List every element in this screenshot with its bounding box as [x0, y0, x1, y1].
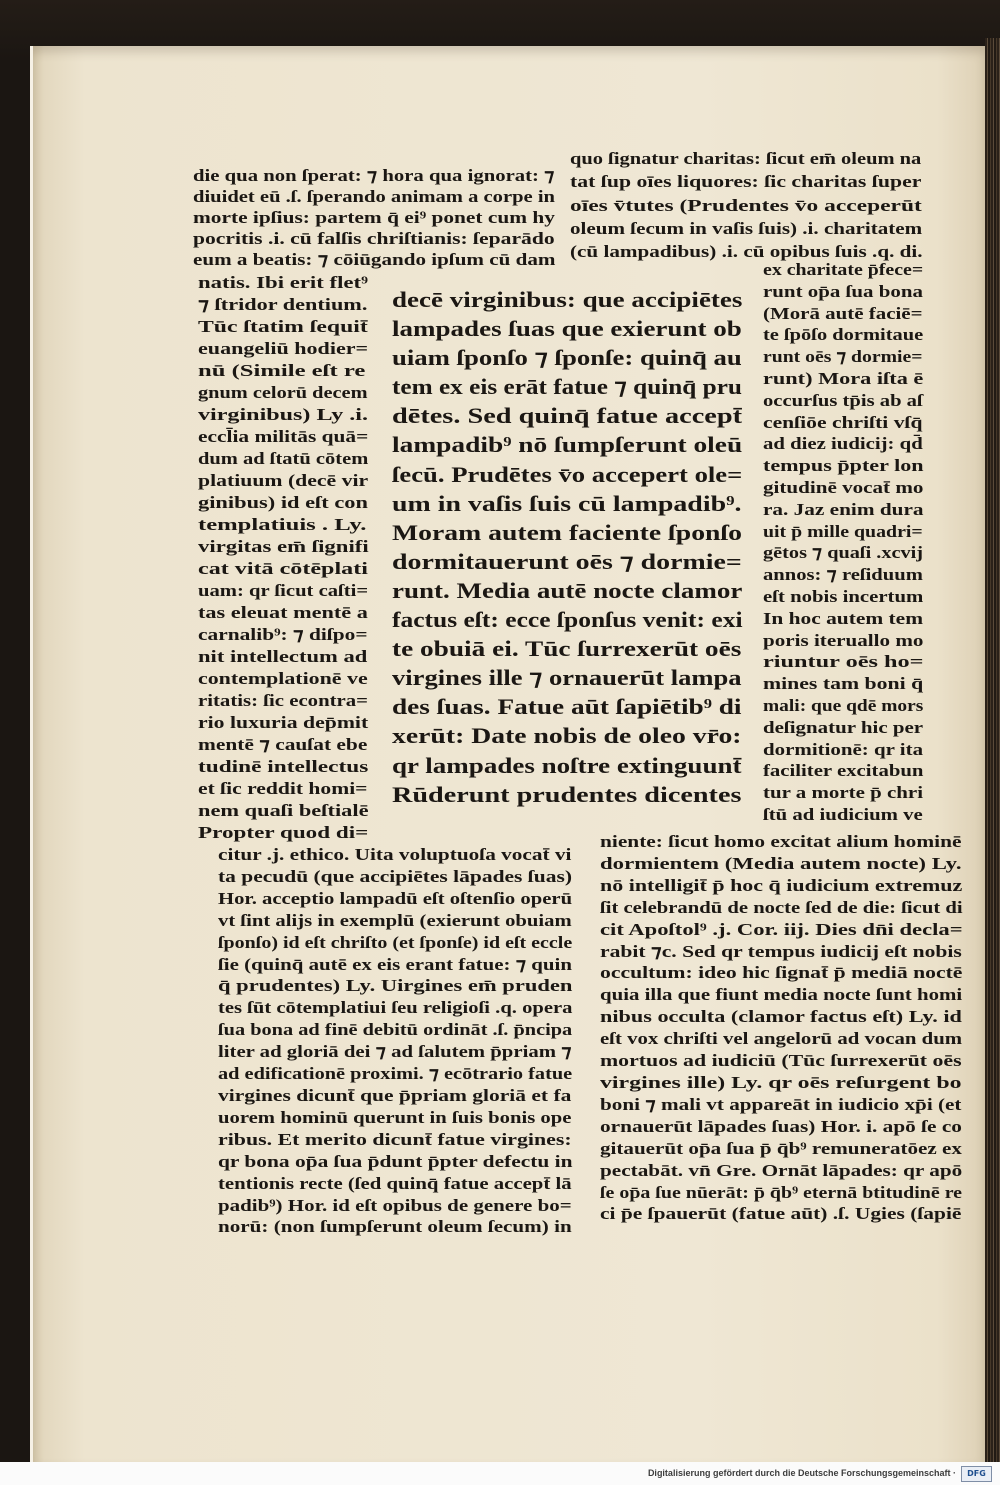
text-line: (Morā autē faciē= [763, 303, 923, 323]
text-line: ribus. Et merito dicunt̄ fatue virgines: [218, 1129, 572, 1149]
text-line: occurſus tp̄is ab aſ [763, 390, 923, 410]
text-line: Tūc ſtatim ſequit̄ [198, 317, 368, 336]
dfg-logo[interactable]: DFG [961, 1466, 992, 1482]
text-line: faciliter excitabun [763, 761, 924, 781]
text-line: ad edificationē proximi. ⁊ ecōtrario fatue [218, 1064, 573, 1084]
text-line: runt op̄a ſua bona [763, 281, 923, 301]
text-line: cit Apoſtol⁹ .j. Cor. iij. Dies dn̄i decla= [600, 919, 963, 939]
text-line: dētes. Sed quinq̄ fatue accept̄ [392, 403, 743, 429]
gospel-text-column [392, 285, 742, 809]
text-line: tem ex eis erāt fatue ⁊ quinq̄ pru [392, 374, 742, 400]
book-page-edges [985, 38, 1000, 1462]
text-line: mentē ⁊ cauſat ebe [198, 735, 368, 754]
text-line: deſignatur hic per [763, 717, 924, 737]
text-line: uiam ſponſo ⁊ ſponſe: quinq̄ au [392, 345, 742, 371]
text-line: riuntur oēs ho= [763, 652, 924, 672]
text-line: Propter quod di= [198, 823, 369, 842]
text-line: gitudinē vocat̄ mo [763, 477, 924, 497]
text-line: tes ſūt cōtemplatiui ſeu religioſi .q. opera [218, 998, 573, 1018]
text-line: uam: qr ſicut caſti= [198, 581, 369, 600]
text-line: tur a morte p̄ chri [763, 783, 924, 803]
text-line: oīes v̄tutes (Prudentes v̄o acceperūt [570, 195, 922, 215]
text-line: boni ⁊ mali vt appareāt in iudicio xp̄i (et [600, 1094, 962, 1114]
text-line: virginibus) Ly .i. [198, 405, 369, 424]
text-line: eſt vox chriſti vel angelorū ad vocan dum [600, 1029, 963, 1049]
text-line: diuidet eū .ſ. ſperando animam a corpe in [193, 187, 556, 206]
text-line: ſua bona ad finē debitū ordināt .ſ. p̄ncipa [218, 1020, 573, 1040]
text-line: lampades ſuas que exierunt ob [392, 316, 742, 342]
text-line: ſponſo) id eſt chriſto (et ſponſe) id eſt eccle [218, 932, 573, 952]
text-line: xerūt: Date nobis de oleo vr̄o: [392, 723, 742, 749]
text-line: liter ad gloriā dei ⁊ ad ſalutem p̄priam ⁊ [218, 1042, 572, 1062]
text-line: annos: ⁊ reſiduum [763, 565, 923, 585]
text-line: tudinē intellectus [198, 757, 369, 776]
text-line: occultum: ideo hic ſignat̄ p̄ mediā noctē [600, 963, 963, 983]
text-line: vt ſint alijs in exemplū (exierunt obuiam [218, 910, 572, 930]
text-line: tempus p̄pter lon [763, 456, 924, 476]
text-line: qr bona op̄a ſua p̄dunt p̄pter defectu in [218, 1151, 573, 1171]
text-line: tas eleuat mentē a [198, 603, 368, 622]
text-line: q̄ prudentes) Ly. Uirgines em̄ pruden [218, 976, 573, 996]
text-line: padib⁹) Hor. id eſt opibus de genere bo= [218, 1195, 572, 1215]
text-line: ornauerūt lāpades ſuas) Hor. i. apō ſe co [600, 1116, 962, 1136]
text-line: gnum celorū decem [198, 383, 368, 402]
text-line: ex charitate p̄fece= [763, 260, 924, 279]
digitization-footer [0, 1462, 1000, 1485]
text-line: Hor. acceptio lampadū eſt oſtenſio operū [218, 888, 573, 908]
text-line: natis. Ibi erit flet⁹ [198, 273, 368, 292]
text-line: pectabāt. vn̄ Gre. Ornāt lāpades: qr apō [600, 1160, 963, 1180]
text-line: templatiuis . Ly. [198, 515, 367, 534]
text-line: norū: (non ſumpſerunt oleum ſecum) in [218, 1217, 572, 1237]
text-line: ſe op̄a ſue nūerāt: p̄ q̄b⁹ eternā btitudinē re [600, 1182, 963, 1202]
text-line: rabit ⁊c. Sed qr tempus iudicij eſt nobis [600, 941, 962, 961]
text-line: gitauerūt op̄a ſua p̄ q̄b⁹ remuneratōez ex [600, 1138, 962, 1158]
text-line: ſecū. Prudētes v̄o accepert ole= [392, 461, 743, 487]
text-line: factus eſt: ecce ſponſus venit: exi [392, 607, 743, 633]
text-line: Moram autem faciente ſponſo [392, 519, 743, 545]
text-line: nibus occulta (clamor factus eſt) Ly. id [600, 1007, 962, 1027]
text-line: uorem hominū querunt in ſuis bonis ope [218, 1107, 572, 1127]
text-line: tentionis recte (ſed quinq̄ fatue accept̄ lā [218, 1173, 572, 1193]
commentary-column-bottom-left [218, 844, 572, 1238]
text-line: niente: ſicut homo excitat alium hominē [600, 832, 962, 851]
commentary-column-right [763, 259, 923, 826]
text-line: uit p̄ mille quadri= [763, 521, 923, 541]
text-line: dormitionē: qr ita [763, 739, 924, 759]
text-line: lampadib⁹ nō ſumpſerunt oleū [392, 432, 743, 458]
text-line: mali: que qdē mors [763, 695, 924, 715]
text-line: contemplationē ve [198, 669, 368, 688]
text-line: et ſic reddit homi= [198, 779, 368, 798]
text-line: euangeliū hodier= [198, 339, 369, 358]
text-line: ⁊ ſtridor dentium. [198, 295, 368, 314]
text-line: virgines ille) Ly. qr oēs reſurgent bo [600, 1072, 962, 1092]
text-line: poris iteruallo mo [763, 630, 924, 650]
text-line: ra. Jaz enim dura [763, 499, 924, 519]
text-line: Rūderunt prudentes dicentes [392, 781, 742, 807]
text-line: quia illa que fiunt media nocte ſunt homi [600, 985, 963, 1005]
text-line: platiuum (decē vir [198, 471, 369, 490]
text-line: tat ſup oīes liquores: ſic charitas ſuper [570, 172, 922, 192]
text-line: ad diez iudicij: qd̄ [763, 434, 923, 454]
text-line: runt oēs ⁊ dormie= [763, 347, 923, 367]
text-line: ſtū ad iudicium ve [763, 804, 923, 824]
commentary-column-bottom-right [600, 831, 962, 1225]
text-line: morte ipſius: partem q̄ ei⁹ ponet cum hy [193, 208, 555, 227]
text-line: eum a beatis: ⁊ cōiūgando ipſum cū dam [193, 250, 556, 269]
text-line: pocritis .i. cū falſis chriſtianis: ſeparādo [193, 229, 555, 248]
text-line: runt. Media autē nocte clamor [392, 577, 743, 603]
text-line: carnalib⁹: ⁊ diſpo= [198, 625, 368, 644]
text-line: nū (Simile eſt re [198, 361, 366, 380]
text-line: nit intellectum ad [198, 647, 368, 666]
text-line: eſt nobis incertum [763, 586, 924, 606]
text-line: ſie (quinq̄ autē ex eis erant fatue: ⁊ quin [218, 954, 572, 974]
text-line: die qua non ſperat: ⁊ hora qua ignorat: ⁊ [193, 166, 555, 185]
text-line: ci p̄e ſpauerūt (fatue aūt) .ſ. Ugies (ſapiē [600, 1204, 962, 1224]
text-line: quo ſignatur charitas: ſicut em̄ oleum na [570, 149, 922, 168]
text-line: citur .j. ethico. Uita voluptuoſa vocat̄ vi [218, 845, 572, 864]
text-line: dum ad ſtatū cōtem [198, 449, 369, 468]
commentary-column-top-right [570, 147, 922, 263]
text-line: cat vitā cōtēplati [198, 559, 368, 578]
text-line: mines tam boni q̄ [763, 674, 924, 694]
text-line: virgitas em̄ ſignifi [198, 537, 369, 556]
text-line: dormitauerunt oēs ⁊ dormie= [392, 548, 742, 574]
text-line: ta pecudū (que accipiētes lāpades ſuas) [218, 866, 572, 886]
text-line: decē virginibus: que accipiētes [392, 287, 743, 312]
text-line: dormientem (Media autem nocte) Ly. [600, 853, 962, 873]
text-line: ginibus) id eſt con [198, 493, 368, 512]
text-line: runt) Mora iſta ē [763, 368, 924, 388]
text-line: eccl̄ia militās quā= [198, 427, 369, 446]
text-line: des ſuas. Fatue aūt ſapiētib⁹ di [392, 694, 742, 720]
text-line: virgines ille ⁊ ornauerūt lampa [392, 665, 742, 691]
commentary-column-top-left [193, 165, 555, 270]
commentary-column-left [198, 272, 368, 844]
text-line: rio luxuria dep̄mit [198, 713, 369, 732]
text-line: um in vaſis ſuis cū lampadib⁹. [392, 490, 742, 516]
text-line: mortuos ad iudiciū (Tūc ſurrexerūt oēs [600, 1051, 962, 1071]
text-line: cenſiōe chriſti vſq̄ [763, 412, 923, 432]
text-line: oleum ſecum in vaſis ſuis) .i. charitatem [570, 218, 923, 238]
funding-credit: Digitalisierung gefördert durch die Deutsche Forschungsgemeinschaft · [647, 1468, 956, 1478]
text-line: In hoc autem tem [763, 608, 924, 628]
text-line: (cū lampadibus) .i. cū opibus ſuis .q. di. [570, 242, 923, 262]
text-line: nem quaſi beſtialē [198, 801, 369, 820]
text-line: ſit celebrandū de nocte ſed de die: ſicut di [600, 897, 963, 917]
text-line: te obuiā ei. Tūc ſurrexerūt oēs [392, 636, 742, 662]
text-line: te ſpōſo dormitaue [763, 325, 924, 345]
text-line: qr lampades noſtre extinguunt̄ [392, 752, 742, 778]
text-line: gētos ⁊ quaſi .xcvij [763, 543, 924, 563]
text-line: virgines dicunt̄ que p̄priam gloriā et fa [218, 1085, 572, 1105]
text-line: ritatis: ſic econtra= [198, 691, 369, 710]
text-line: nō intelligit̄ p̄ hoc q̄ iudicium extremuz [600, 875, 963, 895]
